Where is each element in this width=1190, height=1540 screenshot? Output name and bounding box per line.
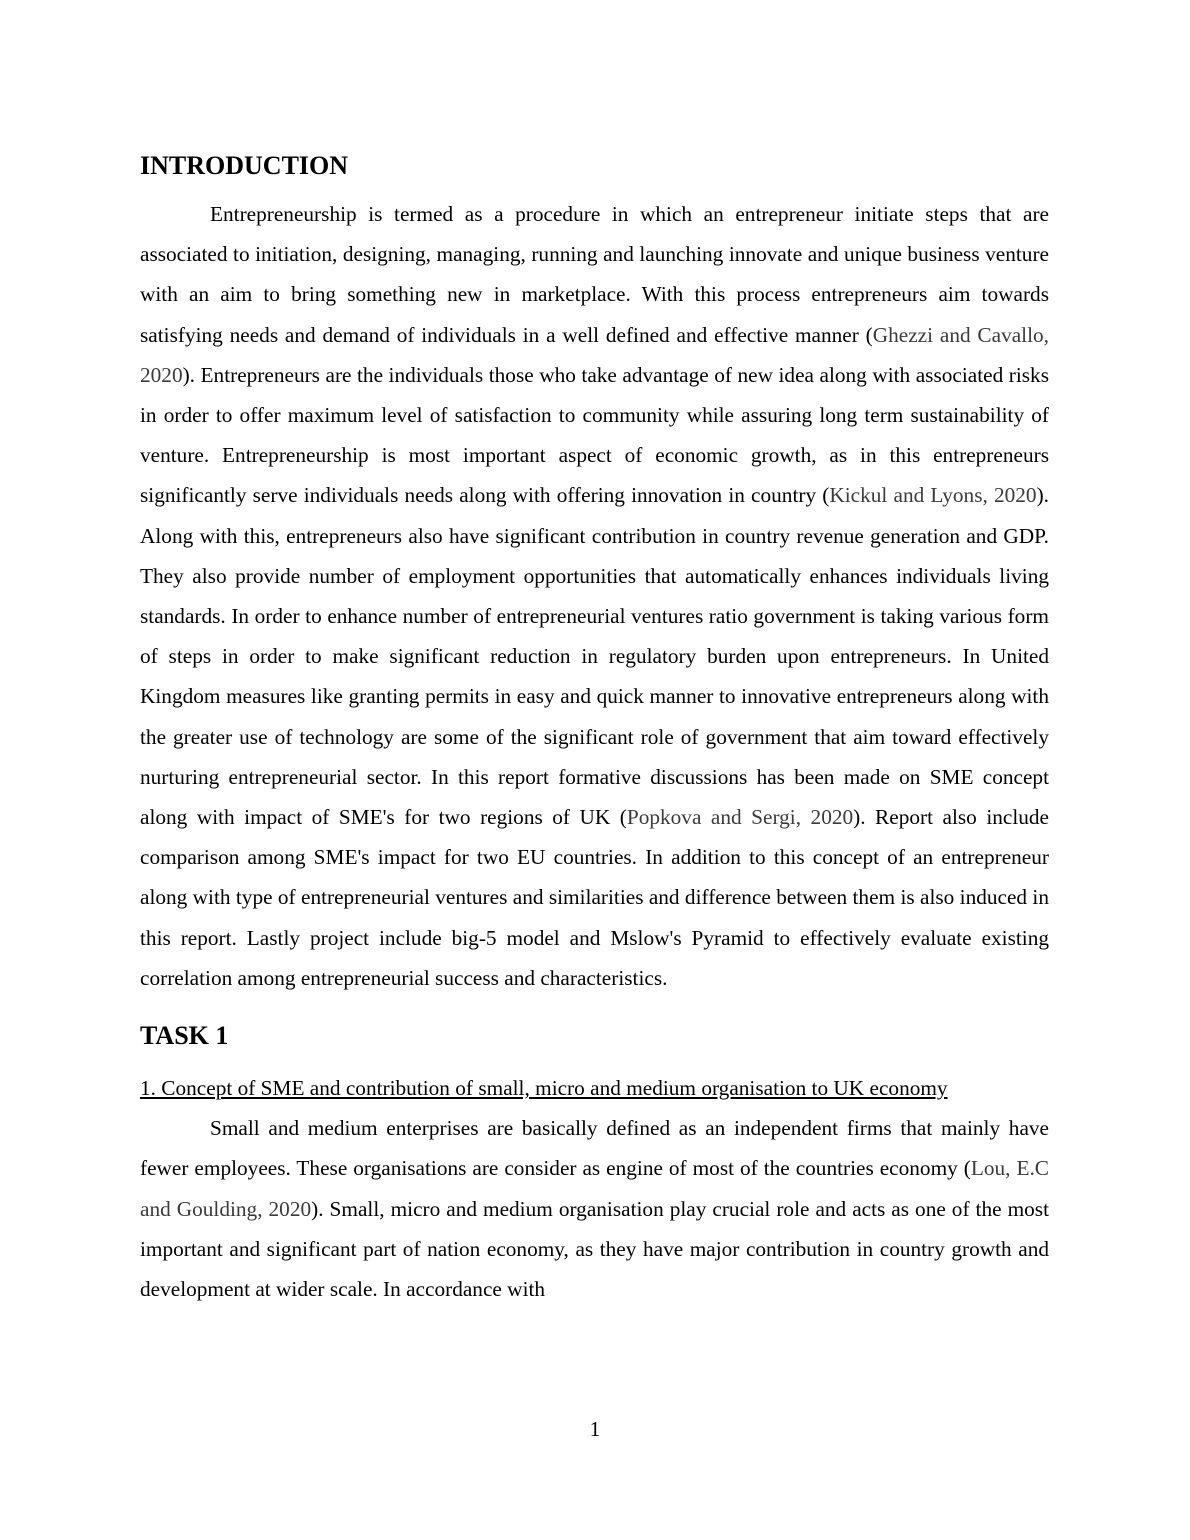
citation-popkova: Popkova and Sergi, 2020 <box>626 805 854 830</box>
intro-text-1: Entrepreneurship is termed as a procedure in which an entrepreneur initiate steps that are associated to initiation, designing, managing, running and launching innovate and unique business venture with an aim to bring something new in marketplace. With this process entrepreneurs aim towards satisfying needs and demand of individuals in a well defined and effective manner ( <box>140 202 1049 347</box>
citation-ghezzi: Ghezzi and Cavallo, 2020 <box>140 322 1049 387</box>
task1-heading: TASK 1 <box>140 1021 229 1051</box>
task1-paragraph <box>140 1108 1049 1309</box>
citation-kickul: Kickul and Lyons, 2020 <box>829 483 1037 508</box>
task1-subheading: 1. Concept of SME and contribution of small, micro and medium organisation to UK economy <box>140 1076 948 1101</box>
intro-text-3: ). Along with this, entrepreneurs also have significant contribution in country revenue generation and GDP. They also provide number of employment opportunities that automatically enhances individuals living standards. In order to enhance number of entrepreneurial ventures ratio government is taking various form of steps in order to make significant reduction in regulatory burden upon entrepreneurs. In United Kingdom measures like granting permits in easy and quick manner to innovative entrepreneurs along with the greater use of technology are some of the significant role of government that aim toward effectively nurturing entrepreneurial sector. In this report formative discussions has been made on SME concept along with impact of SME's for two regions of UK ( <box>140 483 1049 830</box>
page-number: 1 <box>589 1417 601 1441</box>
task1-text-2: ). Small, micro and medium organisation play crucial role and acts as one of the most important and significant part of nation economy, as they have major contribution in country growth and development at wider scale. In accordance with <box>140 1196 1049 1302</box>
introduction-paragraph <box>140 194 1049 998</box>
intro-text-2: ). Entrepreneurs are the individuals those who take advantage of new idea along with associated risks in order to offer maximum level of satisfaction to community while assuring long term sustainability of venture. Entrepreneurship is most important aspect of economic growth, as in this entrepreneurs significantly serve individuals needs along with offering innovation in country ( <box>140 362 1049 508</box>
citation-lou: Lou, E.C and Goulding, 2020 <box>140 1156 1049 1221</box>
task1-text-1: Small and medium enterprises are basically defined as an independent firms that mainly have fewer employees. These organisations are consider as engine of most of the countries economy ( <box>140 1116 1049 1181</box>
intro-text-4: ). Report also include comparison among SME's impact for two EU countries. In addition to this concept of an entrepreneur along with type of entrepreneurial ventures and similarities and difference between them is also induced in this report. Lastly project include big-5 model and Mslow's Pyramid to effectively evaluate existing correlation among entrepreneurial success and characteristics. <box>140 805 1050 990</box>
page-content <box>140 148 1049 1309</box>
introduction-heading: INTRODUCTION <box>140 151 349 180</box>
